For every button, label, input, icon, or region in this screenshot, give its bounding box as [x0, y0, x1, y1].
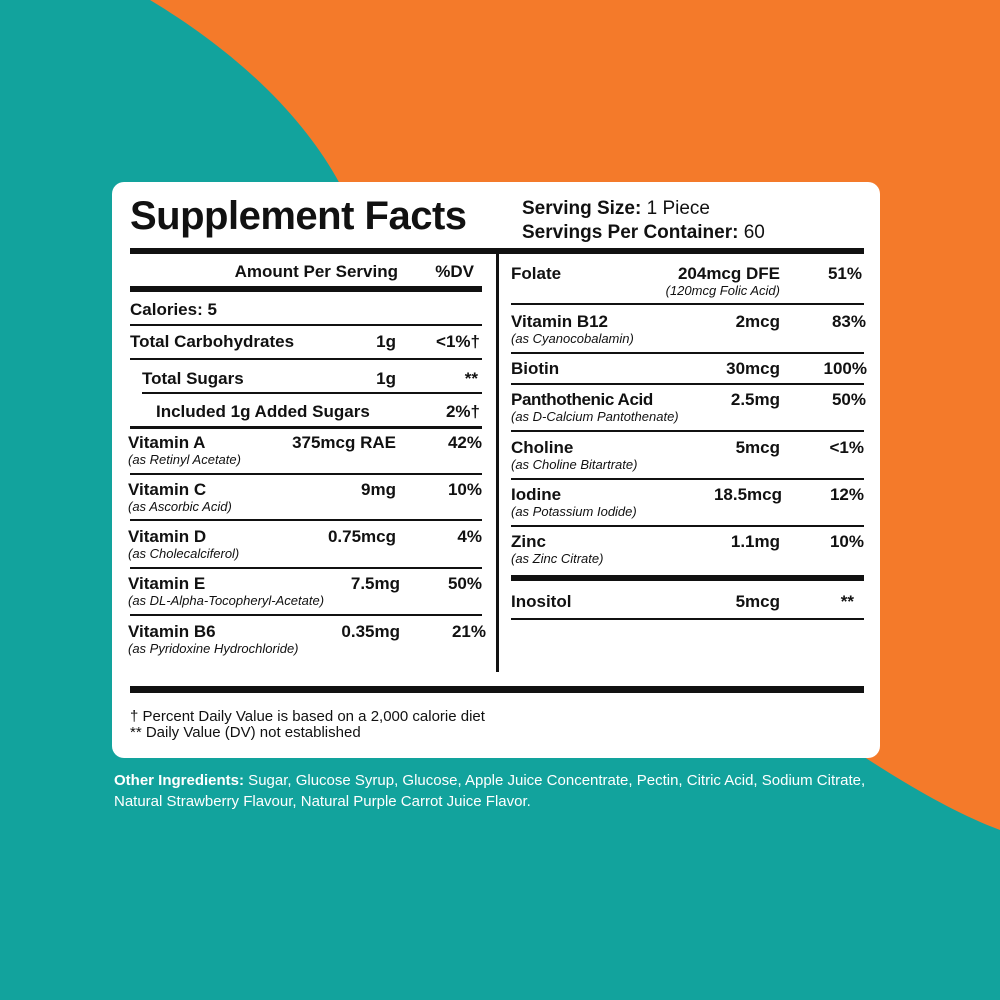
- row-divider: [511, 352, 864, 354]
- amount-per-serving-header: Amount Per Serving: [234, 262, 398, 281]
- pantothenic-source: (as D-Calcium Pantothenate): [511, 409, 679, 424]
- pantothenic-amount: 2.5mg: [730, 390, 780, 409]
- biotin-dv: 100%: [823, 359, 867, 378]
- total-carbs-dv: <1%†: [436, 332, 480, 351]
- vitamin-a-name: Vitamin A: [128, 433, 206, 452]
- bottom-thick-rule: [130, 686, 864, 693]
- panel-title: Supplement Facts: [130, 194, 467, 238]
- vitamin-a-amount: 375mcg RAE: [292, 433, 396, 452]
- row-divider: [511, 430, 864, 432]
- vitamin-b6-dv: 21%: [451, 622, 486, 641]
- zinc-source: (as Zinc Citrate): [511, 551, 604, 566]
- vitamin-a-dv: 42%: [447, 433, 482, 452]
- vitamin-c-dv: 10%: [447, 480, 482, 499]
- folate-dv: 51%: [827, 264, 862, 283]
- vitamin-b12-source: (as Cyanocobalamin): [511, 331, 634, 346]
- added-sugars-name: Included 1g Added Sugars: [156, 402, 370, 421]
- row-divider: [130, 567, 482, 569]
- row-divider: [130, 614, 482, 616]
- vitamin-e-name: Vitamin E: [128, 574, 206, 593]
- folate-name: Folate: [511, 264, 562, 283]
- other-ingredients-label: Other Ingredients:: [114, 772, 245, 789]
- total-carbs-name: Total Carbohydrates: [130, 332, 295, 351]
- choline-name: Choline: [511, 438, 574, 457]
- row-divider: [511, 303, 864, 305]
- inositol-name: Inositol: [511, 592, 572, 611]
- biotin-name: Biotin: [511, 359, 560, 378]
- row-divider: [511, 383, 864, 385]
- folate-source: (120mcg Folic Acid): [665, 283, 780, 298]
- zinc-dv: 10%: [829, 532, 864, 551]
- vitamin-b12-dv: 83%: [831, 312, 866, 331]
- footnote-dagger: † Percent Daily Value is based on a 2,000 calorie diet: [130, 708, 485, 725]
- row-divider: [511, 525, 864, 527]
- vitamin-d-name: Vitamin D: [128, 527, 207, 546]
- vitamin-c-amount: 9mg: [361, 480, 396, 499]
- row-divider: [511, 478, 864, 480]
- iodine-amount: 18.5mcg: [713, 485, 782, 504]
- vitamin-b12-name: Vitamin B12: [511, 312, 609, 331]
- choline-source: (as Choline Bitartrate): [511, 457, 638, 472]
- row-divider: [130, 358, 482, 360]
- vitamin-b6-name: Vitamin B6: [128, 622, 216, 641]
- vitamin-c-source: (as Ascorbic Acid): [128, 499, 232, 514]
- row-divider: [511, 618, 864, 620]
- serving-size: Serving Size: 1 Piece: [522, 198, 710, 219]
- vitamin-d-dv: 4%: [457, 527, 482, 546]
- total-sugars-name: Total Sugars: [142, 369, 244, 388]
- vitamin-b6-source: (as Pyridoxine Hydrochloride): [128, 641, 299, 656]
- vitamin-a-source: (as Retinyl Acetate): [128, 452, 241, 467]
- vitamin-c-name: Vitamin C: [128, 480, 207, 499]
- vitamin-b6-amount: 0.35mg: [341, 622, 400, 641]
- dv-header: %DV: [435, 262, 474, 281]
- supplement-facts-panel: [112, 182, 880, 758]
- vitamin-e-source: (as DL-Alpha-Tocopheryl-Acetate): [128, 593, 325, 608]
- inositol-dv: **: [840, 592, 854, 611]
- section-rule: [130, 426, 482, 429]
- choline-dv: <1%: [829, 438, 864, 457]
- row-divider: [142, 392, 482, 394]
- total-sugars-dv: **: [464, 369, 478, 388]
- vitamin-b12-amount: 2mcg: [735, 312, 780, 331]
- other-ingredients: [114, 770, 894, 812]
- calories: Calories: 5: [130, 300, 217, 319]
- row-divider: [130, 519, 482, 521]
- total-carbs-amount: 1g: [376, 332, 396, 351]
- pantothenic-name: Panthothenic Acid: [511, 390, 653, 409]
- total-sugars-amount: 1g: [376, 369, 396, 388]
- pantothenic-dv: 50%: [831, 390, 866, 409]
- iodine-name: Iodine: [511, 485, 562, 504]
- row-divider: [130, 324, 482, 326]
- row-divider: [130, 473, 482, 475]
- zinc-amount: 1.1mg: [730, 532, 780, 551]
- footnote-stars: ** Daily Value (DV) not established: [130, 724, 361, 741]
- header-rule: [130, 286, 482, 292]
- zinc-name: Zinc: [511, 532, 546, 551]
- other-ingredients-text: Sugar, Glucose Syrup, Glucose, Apple Juice Concentrate, Pectin, Citric Acid, Sodium Citrate, Natural Strawberry Flavour, Natural Purple Carrot Juice Flavor.: [114, 772, 866, 810]
- choline-amount: 5mcg: [735, 438, 780, 457]
- inositol-amount: 5mcg: [735, 592, 780, 611]
- inositol-rule: [511, 575, 864, 581]
- iodine-dv: 12%: [829, 485, 864, 504]
- servings-per-container: Servings Per Container: 60: [522, 222, 765, 243]
- vitamin-d-source: (as Cholecalciferol): [128, 546, 240, 561]
- vitamin-d-amount: 0.75mcg: [327, 527, 396, 546]
- folate-amount: 204mcg DFE: [677, 264, 780, 283]
- vitamin-e-dv: 50%: [447, 574, 482, 593]
- biotin-amount: 30mcg: [726, 359, 780, 378]
- iodine-source: (as Potassium Iodide): [511, 504, 637, 519]
- added-sugars-dv: 2%†: [445, 402, 480, 421]
- vitamin-e-amount: 7.5mg: [350, 574, 400, 593]
- column-divider: [496, 254, 499, 672]
